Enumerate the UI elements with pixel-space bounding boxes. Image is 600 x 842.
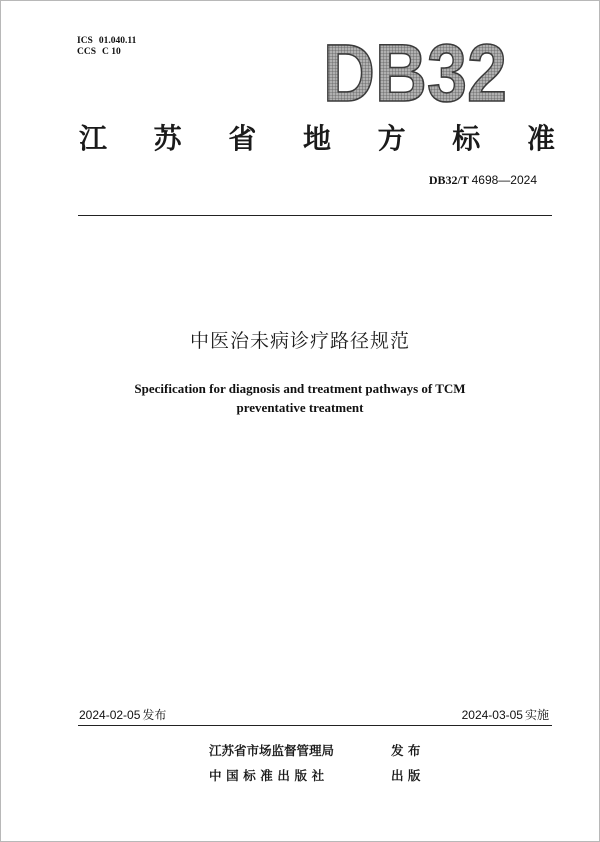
ics-label: ICS: [77, 36, 93, 46]
standard-number: [429, 173, 537, 188]
standard-type-char: 准: [526, 122, 555, 155]
ics-code: 01.040.11: [98, 36, 137, 46]
issue-date-block: [79, 706, 166, 723]
db32-logo: [323, 28, 509, 119]
implement-label: 实施: [524, 708, 549, 722]
issuing-authority: 江苏省市场监督管理局: [209, 743, 335, 758]
authority-row: [209, 741, 421, 759]
standard-type-char: 省: [228, 122, 257, 155]
standard-code-number: 4698—2024: [471, 173, 537, 187]
standard-type-title: [79, 117, 555, 157]
publisher-row: [209, 766, 421, 784]
standard-type-char: 地: [302, 122, 331, 155]
implement-date-block: [462, 706, 549, 723]
document-title-en-line1: Specification for diagnosis and treatment pathways of TCM: [134, 381, 466, 396]
document-title-en-line2: preventative treatment: [236, 400, 364, 415]
issue-label: 发布: [142, 708, 167, 722]
ccs-line: [77, 47, 136, 58]
ccs-code: C 10: [102, 47, 121, 57]
header-divider: [78, 215, 552, 216]
classification-codes: [77, 36, 136, 58]
publisher: 中国标准出版社: [209, 768, 329, 783]
implement-date: 2024-03-05: [461, 708, 523, 722]
footer-divider: [78, 725, 552, 726]
issue-date: 2024-02-05: [79, 708, 141, 722]
standard-type-char: 方: [377, 122, 406, 155]
publisher-role: 出 版: [391, 768, 421, 783]
authority-role: 发 布: [391, 743, 421, 758]
standard-code-prefix: DB32/T: [428, 173, 469, 187]
standard-type-char: 标: [452, 122, 481, 155]
ics-line: [77, 36, 136, 47]
logo-text: DB32: [323, 28, 507, 119]
document-title-cn: 中医治未病诊疗路径规范: [189, 330, 410, 352]
document-title-en: [1, 379, 599, 417]
standard-type-char: 苏: [153, 122, 182, 155]
ccs-label: CCS: [77, 47, 97, 57]
standard-type-char: 江: [79, 122, 108, 155]
